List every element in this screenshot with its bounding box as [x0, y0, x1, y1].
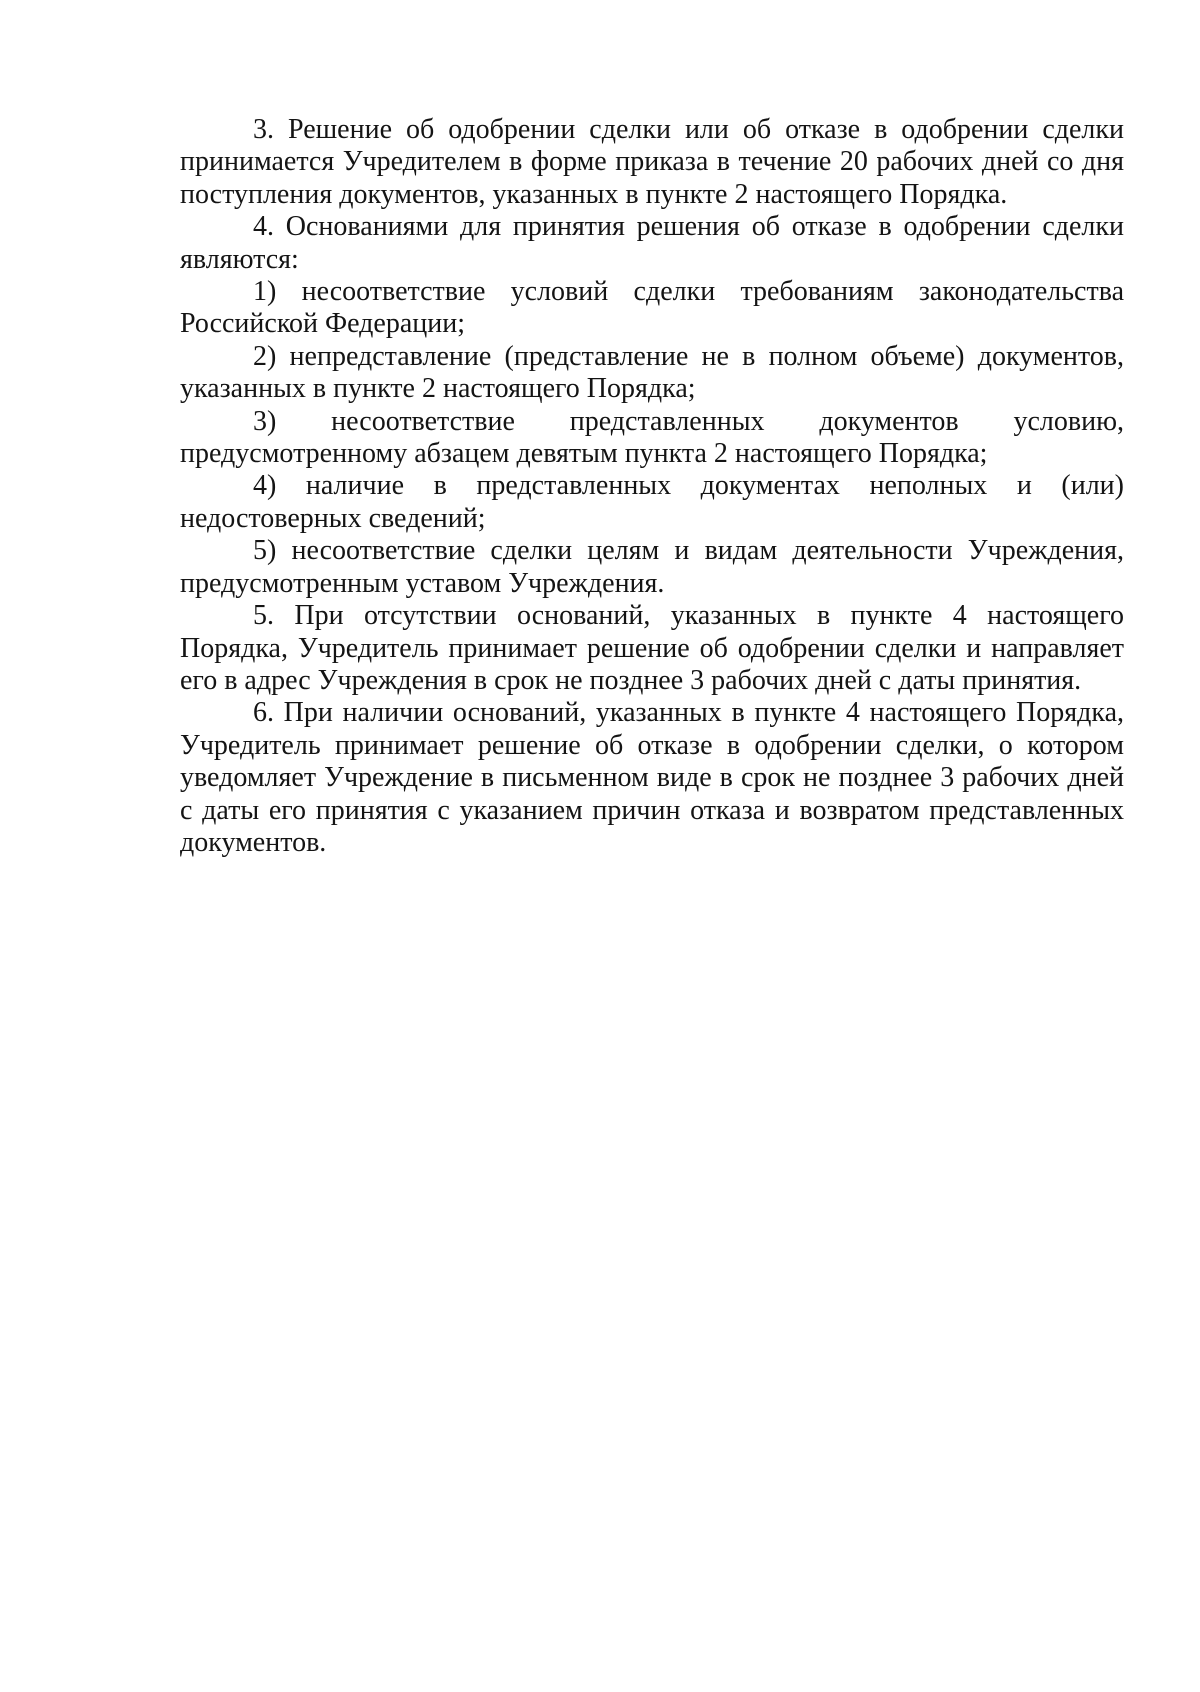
subparagraph-4-4: 4) наличие в представленных документах неполных и (или) недостоверных сведений; [180, 470, 1124, 534]
subparagraph-4-3: 3) несоответствие представленных документов условию, предусмотренному абзацем девятым пункта 2 настоящего Порядка; [180, 405, 1124, 470]
document-body [180, 114, 1124, 859]
subparagraph-4-2: 2) непредставление (представление не в полном объеме) документов, указанных в пункте 2 настоящего Порядка; [180, 340, 1124, 405]
subparagraph-4-1: 1) несоответствие условий сделки требованиям законодательства Российской Федерации; [180, 276, 1124, 340]
paragraph-item-6: 6. При наличии оснований, указанных в пункте 4 настоящего Порядка, Учредитель принимает решение об отказе в одобрении сделки, о котором уведомляет Учреждение в письменном виде в срок не позднее 3 рабочих дней с даты его принятия с указанием причин отказа и возвратом представленных документов. [180, 697, 1124, 858]
subparagraph-4-5: 5) несоответствие сделки целям и видам деятельности Учреждения, предусмотренным уставом Учреждения. [180, 535, 1124, 599]
paragraph-item-4: 4. Основаниями для принятия решения об отказе в одобрении сделки являются: [180, 211, 1124, 275]
paragraph-item-3: 3. Решение об одобрении сделки или об отказе в одобрении сделки принимается Учредителем в форме приказа в течение 20 рабочих дней со дня поступления документов, указанных в пункте 2 настоящего Порядка. [180, 114, 1124, 210]
paragraph-item-5: 5. При отсутствии оснований, указанных в пункте 4 настоящего Порядка, Учредитель принимает решение об одобрении сделки и направляет его в адрес Учреждения в срок не позднее 3 рабочих дней с даты принятия. [180, 600, 1124, 696]
